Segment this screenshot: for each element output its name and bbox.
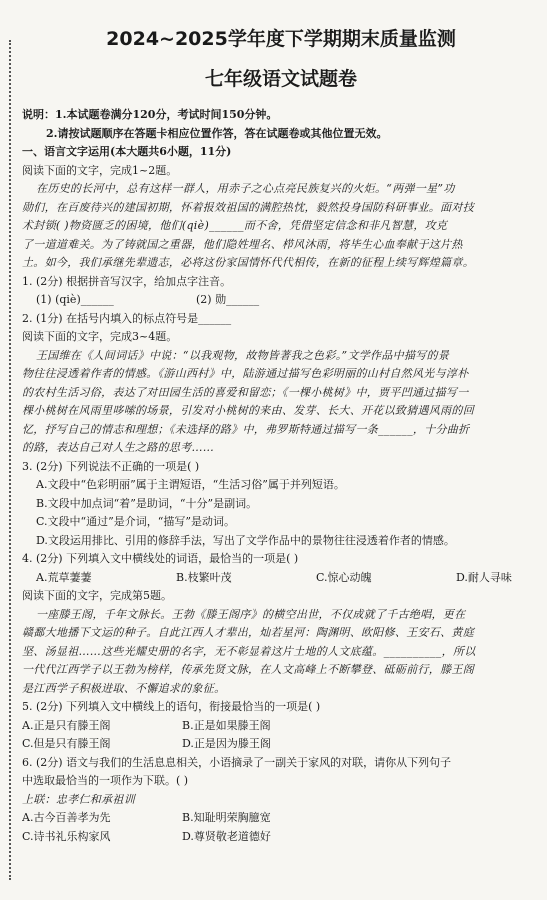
passage-line: 坚、汤显祖……这些光耀史册的名字，无不彰显着这片土地的人文底蕴。__________，所以 [22, 644, 476, 658]
question-4-options [22, 569, 540, 588]
question-5-option-a: A.正是只有滕王阁 [22, 718, 111, 732]
passage-line: 一代代江西学子以王勃为榜样，传承先贤文脉，在人文高峰上不断攀登、砥砺前行，滕王阁 [22, 663, 474, 676]
reading-intro: 阅读下面的文字，完成3~4题。 [22, 330, 178, 343]
exam-title: 2024~2025学年度下学期期末质量监测 [106, 28, 456, 50]
question-4-option-c: C.惊心动魄 [316, 570, 372, 584]
note-line: 2.请按试题顺序在答题卡相应位置作答，答在试题卷或其他位置无效。 [46, 126, 388, 140]
exam-subtitle: 七年级语文试题卷 [204, 68, 357, 90]
passage-line: 在历史的长河中，总有这样一群人，用赤子之心点亮民族复兴的火炬。“两弹一星”功 [36, 182, 455, 195]
question-6-option-c: C.诗书礼乐构家风 [22, 829, 111, 843]
question-1: 1. (2分) 根据拼音写汉字，给加点字注音。 [22, 274, 232, 288]
passage-line: 物往往浸透着作者的情感。《游山西村》中，陆游通过描写色彩明丽的山村自然风光与淳朴 [22, 367, 469, 380]
question-4-option-b: B.枝繁叶茂 [176, 570, 232, 584]
question-6-option-b: B.知耻明荣胸臆宽 [182, 811, 271, 824]
passage-line: 一座滕王阁，千年文脉长。王勃《滕王阁序》的横空出世，不仅成就了千古绝唱，更在 [36, 607, 466, 621]
passage-line: 术封锁( )物资匮乏的困境，他们(qiè)______而不舍，凭借坚定信念和非凡智慧，攻克 [22, 219, 448, 232]
question-5-option-d: D.正是因为滕王阁 [182, 737, 271, 750]
passage-line: 棵小桃树在风雨里哆嗦的场景，引发对小桃树的来由、发芽、长大、开花以致猜遇风雨的回 [22, 404, 474, 417]
passage-line: 忆，抒写自己的情志和理想；《未选择的路》中，弗罗斯特通过描写一条______，十分曲折 [22, 422, 470, 436]
question-6-options [22, 809, 540, 828]
question-6: 中选取最恰当的一项作为下联。( ) [22, 774, 189, 787]
question-3-option: D.文段运用排比、引用的修辞手法，写出了文学作品中的景物往往浸透着作者的情感。 [36, 533, 455, 547]
question-1-part-b: (2) 勋______ [196, 293, 260, 306]
question-6: 6. (2分) 语文与我们的生活息息相关，小语摘录了一副关于家风的对联，请你从下列句子 [22, 755, 452, 769]
binding-margin-line [9, 40, 11, 880]
passage-line: 的农村生活习俗，表达了对田园生活的喜爱和留恋；《一棵小桃树》中，贾平凹通过描写一 [22, 385, 469, 399]
question-5-options [22, 735, 540, 754]
passage-line: 赣鄱大地播下文运的种子。自此江西人才辈出，灿若星河：陶渊明、欧阳修、王安石、黄庭 [22, 626, 474, 639]
question-2: 2. (1分) 在括号内填入的标点符号是______ [22, 311, 232, 325]
passage-line: 了一道道难关。为了铸就国之重器，他们隐姓埋名、栉风沐雨，将毕生心血奉献于这片热 [22, 237, 463, 251]
question-6-options [22, 828, 540, 847]
question-4: 4. (2分) 下列填入文中横线处的词语，最恰当的一项是( ) [22, 552, 299, 565]
question-3-option: A.文段中“色彩明丽”属于主谓短语，“生活习俗”属于并列短语。 [36, 478, 345, 491]
question-5-options [22, 717, 540, 736]
exam-page [22, 10, 540, 846]
question-5: 5. (2分) 下列填入文中横线上的语句，衔接最恰当的一项是( ) [22, 700, 321, 713]
question-1-parts [22, 291, 540, 310]
passage-line: 土。如今，我们承继先辈遗志，必将这份家国情怀代代相传，在新的征程上续写辉煌篇章。 [22, 256, 474, 269]
passage-line: 的路，表达自己对人生之路的思考…… [22, 441, 215, 454]
question-3-option: B.文段中加点词“着”是助词，“十分”是副词。 [36, 496, 258, 510]
question-5-option-b: B.正是如果滕王阁 [182, 718, 271, 732]
passage-line: 是江西学子积极进取、不懈追求的象征。 [22, 681, 226, 695]
passage-line: 勋们，在百废待兴的建国初期，怀着报效祖国的满腔热忱，毅然投身国防科研事业。面对技 [22, 200, 474, 214]
reading-intro: 阅读下面的文字，完成第5题。 [22, 589, 172, 602]
question-6-option-d: D.尊贤敬老道德好 [182, 829, 271, 843]
question-5-option-c: C.但是只有滕王阁 [22, 737, 111, 750]
question-4-option-a: A.荒草萋萋 [36, 570, 92, 584]
couplet-upper: 上联：忠孝仁和承祖训 [22, 792, 135, 806]
question-3-option: C.文段中“通过”是介词，“描写”是动词。 [36, 515, 236, 528]
question-3: 3. (2分) 下列说法不正确的一项是( ) [22, 459, 200, 473]
passage-line: 王国维在《人间词话》中说：“以我观物，故物皆著我之色彩。”文学作品中描写的景 [36, 348, 450, 362]
reading-intro: 阅读下面的文字，完成1~2题。 [22, 163, 178, 177]
question-6-option-a: A.古今百善孝为先 [22, 811, 111, 824]
section-title: 一、语言文字运用(本大题共6小题，11分) [22, 145, 232, 158]
question-1-part-a: (1) (qiè)______ [36, 293, 114, 306]
note-line: 说明：1.本试题卷满分120分，考试时间150分钟。 [22, 108, 278, 121]
question-4-option-d: D.耐人寻味 [456, 570, 512, 584]
